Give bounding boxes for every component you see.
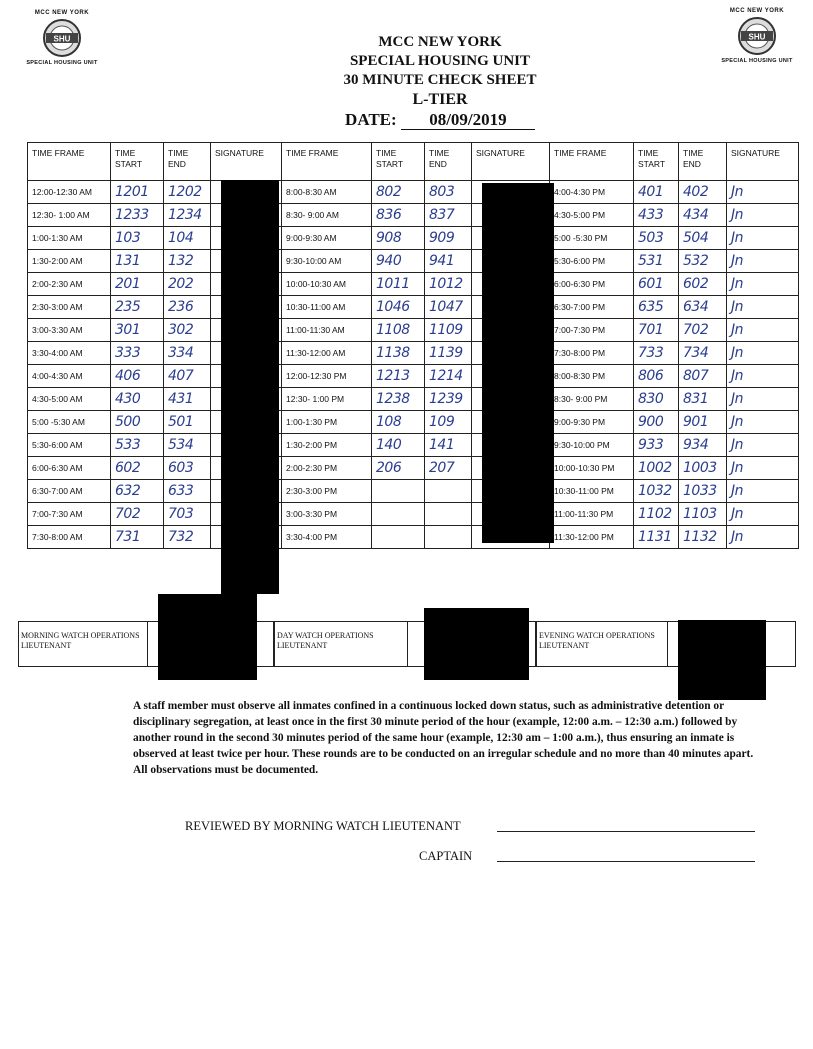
time-frame-cell: 2:00-2:30 AM — [28, 273, 111, 296]
time-start-cell[interactable]: 1108 — [372, 319, 425, 342]
time-start-cell[interactable]: 836 — [372, 204, 425, 227]
time-frame-cell: 8:00-8:30 AM — [282, 181, 372, 204]
redaction-bar — [482, 183, 554, 543]
time-frame-cell: 5:00 -5:30 PM — [550, 227, 634, 250]
logo-right — [715, 8, 799, 64]
signature-cell[interactable]: Jn — [727, 434, 799, 457]
redaction-bar — [158, 594, 257, 680]
table-header-row — [28, 143, 799, 181]
time-frame-cell: 6:00-6:30 PM — [550, 273, 634, 296]
time-end-cell[interactable]: 431 — [164, 388, 211, 411]
time-start-cell[interactable]: 103 — [111, 227, 164, 250]
time-start-cell[interactable]: 702 — [111, 503, 164, 526]
time-start-cell[interactable] — [372, 480, 425, 503]
time-start-cell[interactable]: 1102 — [634, 503, 679, 526]
signature-cell[interactable]: Jn — [727, 204, 799, 227]
time-start-cell[interactable]: 430 — [111, 388, 164, 411]
morning-watch-label: MORNING WATCH OPERATIONS LIEUTENANT — [21, 631, 140, 650]
time-start-cell[interactable]: 1213 — [372, 365, 425, 388]
time-start-cell[interactable]: 1238 — [372, 388, 425, 411]
column-header-time-start: TIME START — [111, 143, 164, 181]
time-start-cell[interactable]: 635 — [634, 296, 679, 319]
time-frame-cell: 7:00-7:30 AM — [28, 503, 111, 526]
time-start-cell[interactable]: 940 — [372, 250, 425, 273]
time-frame-cell: 7:00-7:30 PM — [550, 319, 634, 342]
time-frame-cell: 2:00-2:30 PM — [282, 457, 372, 480]
time-end-cell[interactable]: 109 — [425, 411, 472, 434]
time-end-cell[interactable]: 1012 — [425, 273, 472, 296]
table-row — [28, 434, 799, 457]
signature-cell[interactable]: Jn — [727, 457, 799, 480]
shu-emblem-icon — [737, 16, 777, 56]
table-row — [28, 181, 799, 204]
time-end-cell[interactable]: 334 — [164, 342, 211, 365]
time-end-cell[interactable]: 1139 — [425, 342, 472, 365]
time-end-cell[interactable]: 803 — [425, 181, 472, 204]
time-frame-cell: 6:30-7:00 PM — [550, 296, 634, 319]
time-end-cell[interactable]: 1047 — [425, 296, 472, 319]
column-header-time-end: TIME END — [425, 143, 472, 181]
time-end-cell[interactable]: 807 — [679, 365, 727, 388]
table-row — [28, 319, 799, 342]
time-end-cell[interactable]: 702 — [679, 319, 727, 342]
time-frame-cell: 8:30- 9:00 PM — [550, 388, 634, 411]
time-end-cell[interactable]: 1003 — [679, 457, 727, 480]
time-frame-cell: 10:00-10:30 AM — [282, 273, 372, 296]
time-end-cell[interactable]: 602 — [679, 273, 727, 296]
signature-cell[interactable]: Jn — [727, 480, 799, 503]
time-end-cell[interactable]: 132 — [164, 250, 211, 273]
column-header-time-frame: TIME FRAME — [550, 143, 634, 181]
time-frame-cell: 3:30-4:00 PM — [282, 526, 372, 549]
time-frame-cell: 6:30-7:00 AM — [28, 480, 111, 503]
table-row — [28, 296, 799, 319]
time-end-cell[interactable]: 1202 — [164, 181, 211, 204]
shu-emblem-icon — [42, 18, 82, 58]
time-end-cell[interactable]: 934 — [679, 434, 727, 457]
captain-signature-line[interactable] — [497, 861, 755, 862]
time-frame-cell: 11:00-11:30 AM — [282, 319, 372, 342]
logo-bottom-text: SPECIAL HOUSING UNIT — [721, 58, 793, 64]
time-end-cell[interactable]: 837 — [425, 204, 472, 227]
header-unit: SPECIAL HOUSING UNIT — [349, 53, 531, 69]
time-start-cell[interactable]: 201 — [111, 273, 164, 296]
time-frame-cell: 8:30- 9:00 AM — [282, 204, 372, 227]
time-frame-cell: 9:00-9:30 PM — [550, 411, 634, 434]
table-row — [28, 250, 799, 273]
observation-policy-notice: A staff member must observe all inmates confined in a continuous locked down status, such as administrative detention or disciplinary segregation, at least once in the first 30 minute period of the hour (example, 12:00 a.m. – 12:30 a.m.) followed by another round in the second 30 minutes period of the same hour (example, 12:30 am – 1:00 a.m.), thus ensuring an inmate is observed at least twice per hour. These rounds are to be conducted on an irregular schedule and no more than 40 minutes apart. All observations must be documented. — [133, 700, 754, 776]
time-frame-cell: 11:30-12:00 AM — [282, 342, 372, 365]
column-header-time-frame: TIME FRAME — [282, 143, 372, 181]
review-morning-lieutenant — [185, 819, 765, 834]
reviewed-by-label: REVIEWED BY MORNING WATCH LIEUTENANT — [185, 819, 461, 833]
column-header-signature: SIGNATURE — [211, 143, 282, 181]
time-end-cell[interactable]: 534 — [164, 434, 211, 457]
time-frame-cell: 9:30-10:00 PM — [550, 434, 634, 457]
table-row — [28, 411, 799, 434]
time-end-cell[interactable]: 207 — [425, 457, 472, 480]
time-frame-cell: 12:30- 1:00 AM — [28, 204, 111, 227]
time-frame-cell: 9:30-10:00 AM — [282, 250, 372, 273]
time-start-cell[interactable]: 802 — [372, 181, 425, 204]
time-start-cell[interactable]: 632 — [111, 480, 164, 503]
table-row — [28, 365, 799, 388]
table-row — [28, 503, 799, 526]
time-frame-cell: 12:00-12:30 PM — [282, 365, 372, 388]
time-end-cell[interactable]: 901 — [679, 411, 727, 434]
time-start-cell[interactable]: 1131 — [634, 526, 679, 549]
table-row — [28, 526, 799, 549]
time-end-cell[interactable] — [425, 526, 472, 549]
time-frame-cell: 4:30-5:00 PM — [550, 204, 634, 227]
time-end-cell[interactable]: 941 — [425, 250, 472, 273]
header-tier: L-TIER — [412, 91, 468, 108]
time-end-cell[interactable]: 1239 — [425, 388, 472, 411]
time-frame-cell: 1:30-2:00 AM — [28, 250, 111, 273]
time-frame-cell: 7:30-8:00 PM — [550, 342, 634, 365]
column-header-time-frame: TIME FRAME — [28, 143, 111, 181]
time-end-cell[interactable]: 909 — [425, 227, 472, 250]
time-start-cell[interactable]: 131 — [111, 250, 164, 273]
signature-cell[interactable]: Jn — [727, 342, 799, 365]
time-start-cell[interactable]: 601 — [634, 273, 679, 296]
column-header-time-end: TIME END — [679, 143, 727, 181]
logo-top-text: MCC NEW YORK — [729, 8, 785, 14]
time-end-cell[interactable]: 1103 — [679, 503, 727, 526]
time-end-cell[interactable]: 1132 — [679, 526, 727, 549]
time-end-cell[interactable]: 407 — [164, 365, 211, 388]
time-frame-cell: 10:30-11:00 PM — [550, 480, 634, 503]
time-start-cell[interactable]: 1002 — [634, 457, 679, 480]
time-start-cell[interactable]: 731 — [111, 526, 164, 549]
logo-emblem-text: SHU — [53, 34, 71, 44]
time-end-cell[interactable] — [425, 503, 472, 526]
time-end-cell[interactable]: 141 — [425, 434, 472, 457]
reviewed-by-signature-line[interactable] — [497, 831, 755, 832]
time-end-cell[interactable]: 302 — [164, 319, 211, 342]
signature-cell[interactable]: Jn — [727, 526, 799, 549]
time-frame-cell: 7:30-8:00 AM — [28, 526, 111, 549]
time-start-cell[interactable]: 235 — [111, 296, 164, 319]
time-start-cell[interactable]: 1032 — [634, 480, 679, 503]
signature-cell[interactable]: Jn — [727, 319, 799, 342]
time-start-cell[interactable]: 933 — [634, 434, 679, 457]
table-row — [28, 227, 799, 250]
time-start-cell[interactable]: 503 — [634, 227, 679, 250]
time-end-cell[interactable]: 1033 — [679, 480, 727, 503]
time-frame-cell: 2:30-3:00 PM — [282, 480, 372, 503]
time-end-cell[interactable]: 1234 — [164, 204, 211, 227]
time-start-cell[interactable]: 602 — [111, 457, 164, 480]
time-end-cell[interactable]: 236 — [164, 296, 211, 319]
logo-left — [20, 10, 104, 66]
time-start-cell[interactable]: 333 — [111, 342, 164, 365]
time-frame-cell: 8:00-8:30 PM — [550, 365, 634, 388]
logo-top-text: MCC NEW YORK — [34, 10, 90, 16]
day-watch-label: DAY WATCH OPERATIONS LIEUTENANT — [277, 631, 374, 650]
time-start-cell[interactable]: 830 — [634, 388, 679, 411]
time-start-cell[interactable]: 500 — [111, 411, 164, 434]
signature-cell[interactable]: Jn — [727, 273, 799, 296]
time-start-cell[interactable]: 301 — [111, 319, 164, 342]
time-end-cell[interactable]: 532 — [679, 250, 727, 273]
time-end-cell[interactable]: 633 — [164, 480, 211, 503]
date-value: 08/09/2019 — [401, 110, 535, 130]
time-start-cell[interactable]: 401 — [634, 181, 679, 204]
time-start-cell[interactable]: 908 — [372, 227, 425, 250]
sheet-header — [250, 33, 630, 130]
table-row — [28, 342, 799, 365]
signature-cell[interactable]: Jn — [727, 181, 799, 204]
time-start-cell[interactable]: 533 — [111, 434, 164, 457]
time-frame-cell: 3:00-3:30 PM — [282, 503, 372, 526]
time-end-cell[interactable]: 1214 — [425, 365, 472, 388]
time-end-cell[interactable]: 402 — [679, 181, 727, 204]
time-start-cell[interactable]: 900 — [634, 411, 679, 434]
redaction-bar — [424, 608, 529, 680]
time-start-cell[interactable] — [372, 526, 425, 549]
time-frame-cell: 4:00-4:30 AM — [28, 365, 111, 388]
column-header-signature: SIGNATURE — [727, 143, 799, 181]
review-captain — [185, 849, 765, 864]
date-label: DATE: — [345, 110, 397, 129]
time-end-cell[interactable]: 732 — [164, 526, 211, 549]
time-frame-cell: 1:00-1:30 PM — [282, 411, 372, 434]
column-header-time-start: TIME START — [372, 143, 425, 181]
time-start-cell[interactable]: 1201 — [111, 181, 164, 204]
time-frame-cell: 11:30-12:00 PM — [550, 526, 634, 549]
table-row — [28, 204, 799, 227]
time-start-cell[interactable]: 1233 — [111, 204, 164, 227]
signature-cell[interactable]: Jn — [727, 388, 799, 411]
time-end-cell[interactable]: 703 — [164, 503, 211, 526]
time-frame-cell: 3:00-3:30 AM — [28, 319, 111, 342]
evening-watch-label: EVENING WATCH OPERATIONS LIEUTENANT — [539, 631, 655, 650]
captain-label: CAPTAIN — [419, 849, 473, 863]
time-frame-cell: 1:00-1:30 AM — [28, 227, 111, 250]
table-row — [28, 480, 799, 503]
time-frame-cell: 4:00-4:30 PM — [550, 181, 634, 204]
time-start-cell[interactable]: 433 — [634, 204, 679, 227]
time-frame-cell: 11:00-11:30 PM — [550, 503, 634, 526]
signature-cell[interactable]: Jn — [727, 296, 799, 319]
signature-cell[interactable]: Jn — [727, 250, 799, 273]
time-end-cell[interactable]: 831 — [679, 388, 727, 411]
time-frame-cell: 12:00-12:30 AM — [28, 181, 111, 204]
time-end-cell[interactable]: 202 — [164, 273, 211, 296]
check-log-table — [27, 142, 799, 549]
signature-cell[interactable]: Jn — [727, 503, 799, 526]
time-frame-cell: 6:00-6:30 AM — [28, 457, 111, 480]
time-start-cell[interactable]: 140 — [372, 434, 425, 457]
time-frame-cell: 3:30-4:00 AM — [28, 342, 111, 365]
time-start-cell[interactable]: 701 — [634, 319, 679, 342]
time-end-cell[interactable]: 104 — [164, 227, 211, 250]
time-start-cell[interactable]: 1046 — [372, 296, 425, 319]
signature-cell[interactable]: Jn — [727, 227, 799, 250]
table-row — [28, 457, 799, 480]
time-frame-cell: 4:30-5:00 AM — [28, 388, 111, 411]
day-watch-signature-field[interactable] — [407, 622, 425, 666]
time-frame-cell: 2:30-3:00 AM — [28, 296, 111, 319]
time-end-cell[interactable]: 1109 — [425, 319, 472, 342]
time-start-cell[interactable]: 108 — [372, 411, 425, 434]
header-date — [250, 110, 630, 130]
time-start-cell[interactable]: 1138 — [372, 342, 425, 365]
time-frame-cell: 5:30-6:00 AM — [28, 434, 111, 457]
time-frame-cell: 1:30-2:00 PM — [282, 434, 372, 457]
time-frame-cell: 12:30- 1:00 PM — [282, 388, 372, 411]
time-start-cell[interactable]: 1011 — [372, 273, 425, 296]
time-end-cell[interactable]: 434 — [679, 204, 727, 227]
header-sheet-title: 30 MINUTE CHECK SHEET — [343, 72, 537, 88]
column-header-time-start: TIME START — [634, 143, 679, 181]
time-end-cell[interactable]: 603 — [164, 457, 211, 480]
time-frame-cell: 9:00-9:30 AM — [282, 227, 372, 250]
time-start-cell[interactable] — [372, 503, 425, 526]
signature-cell[interactable]: Jn — [727, 365, 799, 388]
table-row — [28, 273, 799, 296]
time-frame-cell: 10:00-10:30 PM — [550, 457, 634, 480]
logo-bottom-text: SPECIAL HOUSING UNIT — [26, 60, 98, 66]
time-start-cell[interactable]: 206 — [372, 457, 425, 480]
time-start-cell[interactable]: 531 — [634, 250, 679, 273]
time-frame-cell: 5:30-6:00 PM — [550, 250, 634, 273]
table-row — [28, 388, 799, 411]
redaction-bar — [221, 180, 279, 594]
time-start-cell[interactable]: 733 — [634, 342, 679, 365]
time-start-cell[interactable]: 806 — [634, 365, 679, 388]
header-institution: MCC NEW YORK — [378, 34, 502, 50]
column-header-signature: SIGNATURE — [472, 143, 550, 181]
time-end-cell[interactable]: 501 — [164, 411, 211, 434]
column-header-time-end: TIME END — [164, 143, 211, 181]
time-frame-cell: 10:30-11:00 AM — [282, 296, 372, 319]
logo-emblem-text: SHU — [748, 32, 766, 42]
time-end-cell[interactable]: 504 — [679, 227, 727, 250]
time-start-cell[interactable]: 406 — [111, 365, 164, 388]
redaction-bar — [678, 620, 766, 700]
signature-cell[interactable]: Jn — [727, 411, 799, 434]
time-end-cell[interactable]: 634 — [679, 296, 727, 319]
time-end-cell[interactable]: 734 — [679, 342, 727, 365]
time-frame-cell: 5:00 -5:30 AM — [28, 411, 111, 434]
time-end-cell[interactable] — [425, 480, 472, 503]
